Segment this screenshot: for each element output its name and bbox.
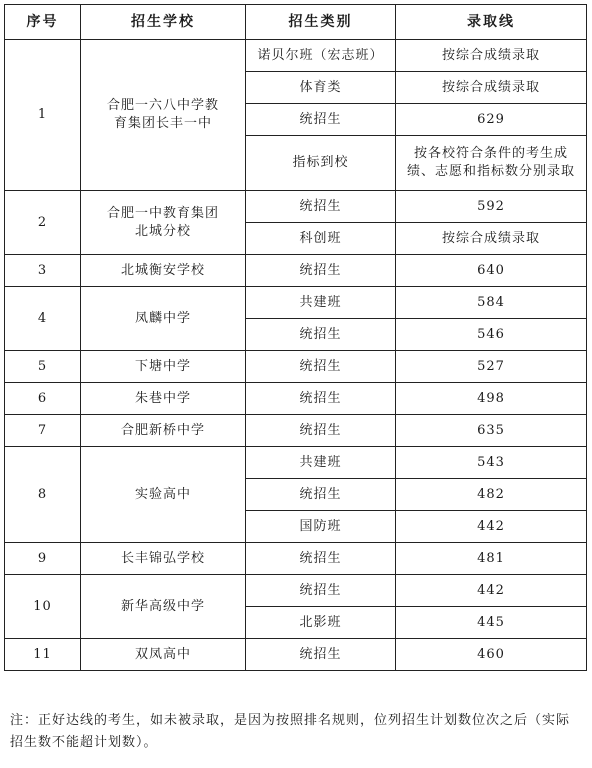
row-category: 统招生 — [246, 351, 396, 383]
row-no: 1 — [5, 40, 81, 191]
row-score: 629 — [396, 104, 587, 136]
table-row — [5, 447, 587, 479]
row-school: 长丰锦弘学校 — [81, 543, 246, 575]
table-row — [5, 191, 587, 223]
row-score: 592 — [396, 191, 587, 223]
row-school: 合肥新桥中学 — [81, 415, 246, 447]
row-category: 统招生 — [246, 639, 396, 671]
row-school: 合肥一六八中学教育集团长丰一中 — [81, 40, 246, 191]
row-category: 北影班 — [246, 607, 396, 639]
row-no: 2 — [5, 191, 81, 255]
row-no: 5 — [5, 351, 81, 383]
row-score: 442 — [396, 511, 587, 543]
row-score: 按综合成绩录取 — [396, 223, 587, 255]
row-category: 统招生 — [246, 479, 396, 511]
row-score: 546 — [396, 319, 587, 351]
table-row — [5, 639, 587, 671]
table-row — [5, 543, 587, 575]
row-school: 下塘中学 — [81, 351, 246, 383]
row-no: 8 — [5, 447, 81, 543]
row-score: 按综合成绩录取 — [396, 40, 587, 72]
table-row — [5, 40, 587, 72]
row-score: 543 — [396, 447, 587, 479]
table-row — [5, 415, 587, 447]
row-category: 统招生 — [246, 191, 396, 223]
table-row — [5, 351, 587, 383]
row-score: 527 — [396, 351, 587, 383]
row-no: 11 — [5, 639, 81, 671]
row-category: 统招生 — [246, 543, 396, 575]
row-school: 凤麟中学 — [81, 287, 246, 351]
row-school: 北城衡安学校 — [81, 255, 246, 287]
row-category: 科创班 — [246, 223, 396, 255]
row-score: 460 — [396, 639, 587, 671]
row-no: 10 — [5, 575, 81, 639]
row-school: 朱巷中学 — [81, 383, 246, 415]
row-score: 482 — [396, 479, 587, 511]
row-category: 统招生 — [246, 255, 396, 287]
row-no: 4 — [5, 287, 81, 351]
row-score: 445 — [396, 607, 587, 639]
row-category: 共建班 — [246, 287, 396, 319]
row-category: 统招生 — [246, 104, 396, 136]
header-no: 序号 — [5, 5, 81, 40]
footnote: 注：正好达线的考生，如未被录取，是因为按照排名规则，位列招生计划数位次之后（实际招生数不能超计划数）。 — [10, 713, 571, 750]
row-category: 统招生 — [246, 575, 396, 607]
row-score: 635 — [396, 415, 587, 447]
table-row — [5, 575, 587, 607]
row-score: 584 — [396, 287, 587, 319]
table-row — [5, 255, 587, 287]
row-category: 体育类 — [246, 72, 396, 104]
row-score: 640 — [396, 255, 587, 287]
row-score: 498 — [396, 383, 587, 415]
row-category: 统招生 — [246, 319, 396, 351]
row-category: 统招生 — [246, 415, 396, 447]
row-no: 6 — [5, 383, 81, 415]
row-school: 新华高级中学 — [81, 575, 246, 639]
row-no: 7 — [5, 415, 81, 447]
row-score: 481 — [396, 543, 587, 575]
row-school: 双凤高中 — [81, 639, 246, 671]
header-category: 招生类别 — [246, 5, 396, 40]
row-school: 实验高中 — [81, 447, 246, 543]
header-school: 招生学校 — [81, 5, 246, 40]
row-school: 合肥一中教育集团北城分校 — [81, 191, 246, 255]
row-no: 3 — [5, 255, 81, 287]
row-score: 按综合成绩录取 — [396, 72, 587, 104]
row-category: 指标到校 — [246, 136, 396, 191]
row-category: 诺贝尔班（宏志班） — [246, 40, 396, 72]
header-row — [5, 5, 587, 40]
row-score: 按各校符合条件的考生成绩、志愿和指标数分别录取 — [396, 136, 587, 191]
row-score: 442 — [396, 575, 587, 607]
row-category: 国防班 — [246, 511, 396, 543]
row-category: 统招生 — [246, 383, 396, 415]
row-no: 9 — [5, 543, 81, 575]
header-score: 录取线 — [396, 5, 587, 40]
table-row — [5, 383, 587, 415]
row-category: 共建班 — [246, 447, 396, 479]
admission-table — [4, 4, 587, 671]
table-row — [5, 287, 587, 319]
